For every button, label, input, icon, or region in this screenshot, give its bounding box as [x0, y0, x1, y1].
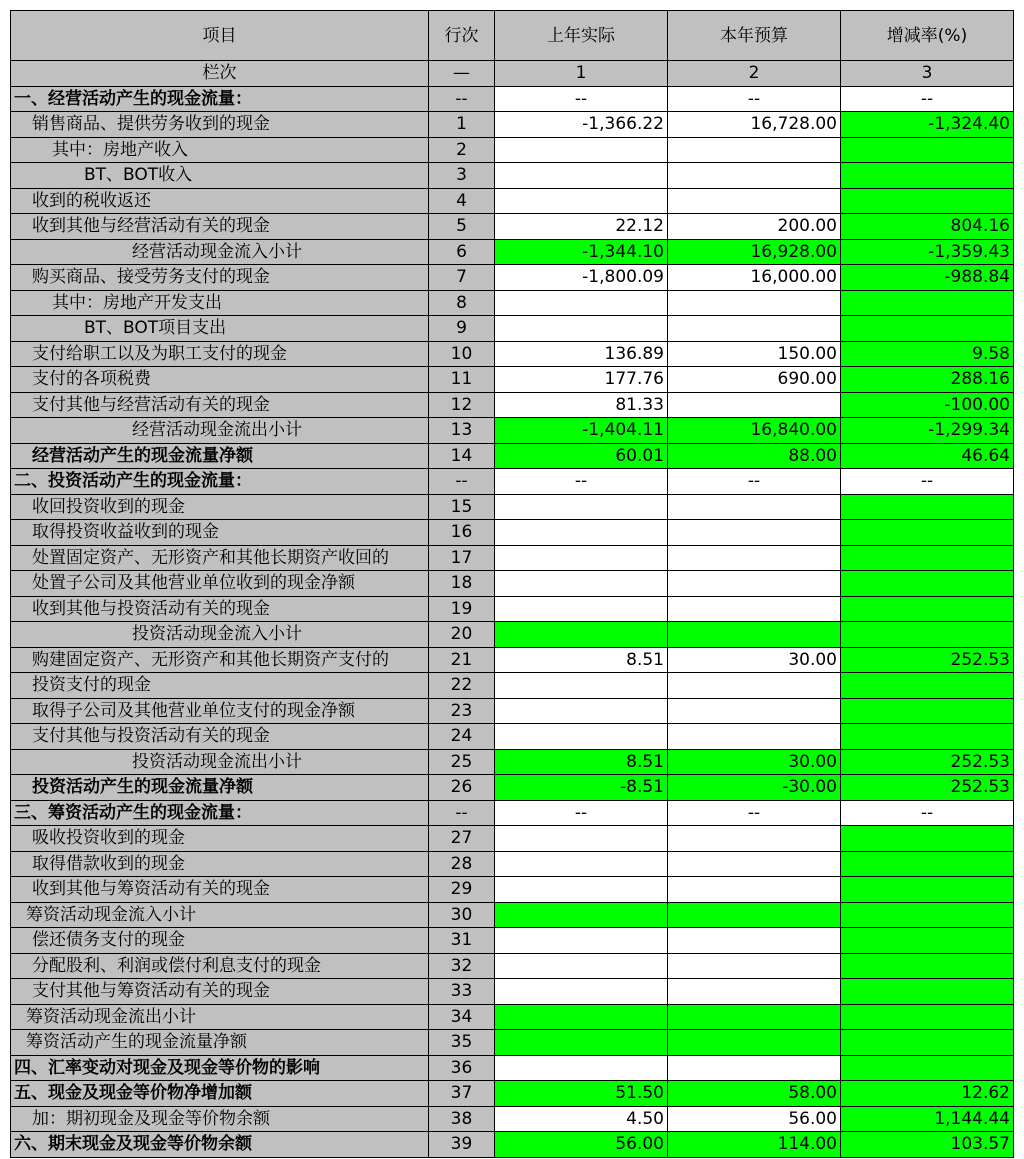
table-row	[11, 1132, 1014, 1158]
cell-current-budget[interactable]: 114.00	[668, 1132, 841, 1158]
row-item-label: 加：期初现金及现金等价物余额	[11, 1106, 429, 1132]
cell-current-budget[interactable]	[668, 1004, 841, 1030]
row-item-label: 五、现金及现金等价物净增加额	[11, 1081, 429, 1107]
row-line-number: 15	[429, 494, 495, 520]
table-row	[11, 341, 1014, 367]
cell-change-rate[interactable]: 804.16	[841, 214, 1014, 240]
table-row	[11, 596, 1014, 622]
row-item-label: 一、经营活动产生的现金流量：	[11, 86, 429, 112]
cell-current-budget[interactable]	[668, 953, 841, 979]
cell-change-rate[interactable]	[841, 494, 1014, 520]
cell-current-budget[interactable]	[668, 290, 841, 316]
row-item-label: 支付的各项税费	[11, 367, 429, 393]
table-row	[11, 469, 1014, 495]
cell-prev-year-actual[interactable]	[495, 545, 668, 571]
table-row	[11, 902, 1014, 928]
row-line-number: 9	[429, 316, 495, 342]
cell-current-budget[interactable]	[668, 520, 841, 546]
row-item-label: 投资活动产生的现金流量净额	[11, 775, 429, 801]
table-row	[11, 392, 1014, 418]
cell-change-rate[interactable]: 252.53	[841, 775, 1014, 801]
row-line-number: 29	[429, 877, 495, 903]
column-number-1: 1	[495, 61, 668, 87]
cell-prev-year-actual[interactable]: 56.00	[495, 1132, 668, 1158]
row-line-number: 32	[429, 953, 495, 979]
row-line-number: 22	[429, 673, 495, 699]
cell-change-rate[interactable]	[841, 520, 1014, 546]
cell-current-budget[interactable]	[668, 188, 841, 214]
row-item-label: 投资活动现金流出小计	[11, 749, 429, 775]
row-item-label: 分配股利、利润或偿付利息支付的现金	[11, 953, 429, 979]
row-line-number: 2	[429, 137, 495, 163]
table-row	[11, 851, 1014, 877]
row-line-number: 23	[429, 698, 495, 724]
cell-current-budget[interactable]	[668, 1055, 841, 1081]
cell-prev-year-actual[interactable]	[495, 928, 668, 954]
table-row	[11, 494, 1014, 520]
row-line-number: 38	[429, 1106, 495, 1132]
row-item-label: 取得投资收益收到的现金	[11, 520, 429, 546]
cell-change-rate[interactable]	[841, 1004, 1014, 1030]
cell-current-budget[interactable]: 16,000.00	[668, 265, 841, 291]
row-line-number: 20	[429, 622, 495, 648]
table-row	[11, 571, 1014, 597]
cell-prev-year-actual[interactable]	[495, 877, 668, 903]
cell-current-budget[interactable]	[668, 494, 841, 520]
cell-current-budget[interactable]: 56.00	[668, 1106, 841, 1132]
cell-change-rate[interactable]	[841, 979, 1014, 1005]
cell-prev-year-actual[interactable]: 60.01	[495, 443, 668, 469]
cell-prev-year-actual[interactable]	[495, 571, 668, 597]
row-item-label: 二、投资活动产生的现金流量：	[11, 469, 429, 495]
row-item-label: 收到的税收返还	[11, 188, 429, 214]
row-item-label: 六、期末现金及现金等价物余额	[11, 1132, 429, 1158]
table-row	[11, 928, 1014, 954]
cell-prev-year-actual[interactable]	[495, 698, 668, 724]
row-line-number: 26	[429, 775, 495, 801]
row-item-label: 偿还债务支付的现金	[11, 928, 429, 954]
row-item-label: 支付其他与经营活动有关的现金	[11, 392, 429, 418]
header-current-budget: 本年预算	[668, 11, 841, 61]
row-line-number: 35	[429, 1030, 495, 1056]
cell-change-rate[interactable]	[841, 622, 1014, 648]
row-item-label: 三、筹资活动产生的现金流量：	[11, 800, 429, 826]
row-line-number: 24	[429, 724, 495, 750]
cell-current-budget[interactable]	[668, 596, 841, 622]
cell-change-rate[interactable]: -100.00	[841, 392, 1014, 418]
row-item-label: 支付其他与筹资活动有关的现金	[11, 979, 429, 1005]
cell-prev-year-actual[interactable]: 8.51	[495, 749, 668, 775]
table-row	[11, 1055, 1014, 1081]
column-number-row	[11, 61, 1014, 87]
cell-change-rate[interactable]	[841, 851, 1014, 877]
row-item-label: 购建固定资产、无形资产和其他长期资产支付的	[11, 647, 429, 673]
row-line-number: 3	[429, 163, 495, 189]
row-line-number: 8	[429, 290, 495, 316]
cell-change-rate[interactable]	[841, 137, 1014, 163]
cell-current-budget[interactable]	[668, 163, 841, 189]
cell-prev-year-actual[interactable]: 177.76	[495, 367, 668, 393]
cell-prev-year-actual[interactable]: -1,404.11	[495, 418, 668, 444]
cell-current-budget[interactable]	[668, 928, 841, 954]
row-item-label: 收到其他与筹资活动有关的现金	[11, 877, 429, 903]
table-row	[11, 800, 1014, 826]
table-row	[11, 520, 1014, 546]
row-line-number: --	[429, 469, 495, 495]
row-line-number: 6	[429, 239, 495, 265]
cell-prev-year-actual[interactable]: -1,344.10	[495, 239, 668, 265]
row-item-label: 其中：房地产收入	[11, 137, 429, 163]
row-item-label: 处置固定资产、无形资产和其他长期资产收回的	[11, 545, 429, 571]
cell-current-budget[interactable]	[668, 673, 841, 699]
row-item-label: 处置子公司及其他营业单位收到的现金净额	[11, 571, 429, 597]
row-item-label: BT、BOT收入	[11, 163, 429, 189]
table-row	[11, 316, 1014, 342]
cell-current-budget[interactable]: -30.00	[668, 775, 841, 801]
row-item-label: 筹资活动产生的现金流量净额	[11, 1030, 429, 1056]
row-line-number: 4	[429, 188, 495, 214]
cell-current-budget[interactable]: 150.00	[668, 341, 841, 367]
row-line-number: 36	[429, 1055, 495, 1081]
row-line-number: 12	[429, 392, 495, 418]
table-row	[11, 86, 1014, 112]
table-row	[11, 265, 1014, 291]
cell-change-rate[interactable]	[841, 902, 1014, 928]
row-line-number: 28	[429, 851, 495, 877]
row-item-label: 收到其他与经营活动有关的现金	[11, 214, 429, 240]
cell-prev-year-actual[interactable]	[495, 290, 668, 316]
cell-change-rate[interactable]	[841, 698, 1014, 724]
cell-prev-year-actual[interactable]: -1,366.22	[495, 112, 668, 138]
cell-change-rate[interactable]	[841, 1055, 1014, 1081]
cell-change-rate[interactable]: 1,144.44	[841, 1106, 1014, 1132]
row-line-number: 30	[429, 902, 495, 928]
cell-change-rate[interactable]	[841, 316, 1014, 342]
row-item-label: 其中：房地产开发支出	[11, 290, 429, 316]
table-row	[11, 239, 1014, 265]
cell-prev-year-actual[interactable]	[495, 494, 668, 520]
cell-change-rate[interactable]: --	[841, 469, 1014, 495]
cell-prev-year-actual[interactable]	[495, 1055, 668, 1081]
cell-current-budget[interactable]: 16,840.00	[668, 418, 841, 444]
cell-prev-year-actual[interactable]: -8.51	[495, 775, 668, 801]
row-item-label: 经营活动现金流出小计	[11, 418, 429, 444]
cell-prev-year-actual[interactable]	[495, 316, 668, 342]
row-item-label: 取得子公司及其他营业单位支付的现金净额	[11, 698, 429, 724]
header-line-no: 行次	[429, 11, 495, 61]
cell-change-rate[interactable]	[841, 290, 1014, 316]
cell-change-rate[interactable]	[841, 596, 1014, 622]
row-line-number: 34	[429, 1004, 495, 1030]
cell-prev-year-actual[interactable]	[495, 826, 668, 852]
cell-change-rate[interactable]	[841, 571, 1014, 597]
table-row	[11, 673, 1014, 699]
row-item-label: 支付其他与投资活动有关的现金	[11, 724, 429, 750]
row-item-label: 吸收投资收到的现金	[11, 826, 429, 852]
table-row	[11, 622, 1014, 648]
column-number-label: 栏次	[11, 61, 429, 87]
cell-prev-year-actual[interactable]: 22.12	[495, 214, 668, 240]
cell-current-budget[interactable]: 16,928.00	[668, 239, 841, 265]
cell-change-rate[interactable]	[841, 545, 1014, 571]
row-line-number: 16	[429, 520, 495, 546]
cell-current-budget[interactable]	[668, 851, 841, 877]
cell-current-budget[interactable]	[668, 826, 841, 852]
table-row	[11, 163, 1014, 189]
table-row	[11, 775, 1014, 801]
table-row	[11, 545, 1014, 571]
row-line-number: 17	[429, 545, 495, 571]
table-row	[11, 698, 1014, 724]
cell-prev-year-actual[interactable]: 136.89	[495, 341, 668, 367]
header-change-rate: 增减率(%)	[841, 11, 1014, 61]
table-row	[11, 418, 1014, 444]
cell-change-rate[interactable]	[841, 877, 1014, 903]
row-item-label: 筹资活动现金流入小计	[11, 902, 429, 928]
cell-prev-year-actual[interactable]: --	[495, 86, 668, 112]
row-line-number: 10	[429, 341, 495, 367]
row-line-number: 14	[429, 443, 495, 469]
cell-change-rate[interactable]	[841, 724, 1014, 750]
cell-current-budget[interactable]: --	[668, 86, 841, 112]
column-number-line: —	[429, 61, 495, 87]
cell-current-budget[interactable]	[668, 877, 841, 903]
row-line-number: --	[429, 800, 495, 826]
table-row	[11, 367, 1014, 393]
column-number-3: 3	[841, 61, 1014, 87]
row-line-number: 33	[429, 979, 495, 1005]
cell-prev-year-actual[interactable]	[495, 520, 668, 546]
cash-flow-budget-table	[10, 10, 1014, 1158]
cell-change-rate[interactable]: -1,359.43	[841, 239, 1014, 265]
cell-prev-year-actual[interactable]	[495, 1004, 668, 1030]
cell-current-budget[interactable]	[668, 545, 841, 571]
table-row	[11, 826, 1014, 852]
cell-change-rate[interactable]: 103.57	[841, 1132, 1014, 1158]
cell-change-rate[interactable]: --	[841, 86, 1014, 112]
header-row	[11, 11, 1014, 61]
cell-prev-year-actual[interactable]	[495, 163, 668, 189]
cell-prev-year-actual[interactable]	[495, 979, 668, 1005]
row-line-number: 21	[429, 647, 495, 673]
cell-prev-year-actual[interactable]: 8.51	[495, 647, 668, 673]
table-row	[11, 1030, 1014, 1056]
row-item-label: 经营活动现金流入小计	[11, 239, 429, 265]
cell-current-budget[interactable]	[668, 698, 841, 724]
row-item-label: 收到其他与投资活动有关的现金	[11, 596, 429, 622]
cell-current-budget[interactable]	[668, 571, 841, 597]
row-item-label: 筹资活动现金流出小计	[11, 1004, 429, 1030]
cell-prev-year-actual[interactable]	[495, 851, 668, 877]
row-line-number: 1	[429, 112, 495, 138]
cell-current-budget[interactable]	[668, 1030, 841, 1056]
cell-current-budget[interactable]	[668, 979, 841, 1005]
cell-prev-year-actual[interactable]	[495, 596, 668, 622]
cell-change-rate[interactable]	[841, 673, 1014, 699]
row-line-number: 39	[429, 1132, 495, 1158]
cell-current-budget[interactable]: 690.00	[668, 367, 841, 393]
row-line-number: 18	[429, 571, 495, 597]
row-item-label: 收回投资收到的现金	[11, 494, 429, 520]
cell-prev-year-actual[interactable]: -1,800.09	[495, 265, 668, 291]
cell-prev-year-actual[interactable]: 4.50	[495, 1106, 668, 1132]
row-item-label: 经营活动产生的现金流量净额	[11, 443, 429, 469]
table-row	[11, 1106, 1014, 1132]
cell-current-budget[interactable]: --	[668, 469, 841, 495]
table-row	[11, 1004, 1014, 1030]
row-item-label: 购买商品、接受劳务支付的现金	[11, 265, 429, 291]
row-line-number: 19	[429, 596, 495, 622]
cell-change-rate[interactable]	[841, 928, 1014, 954]
cell-change-rate[interactable]: 288.16	[841, 367, 1014, 393]
cell-change-rate[interactable]	[841, 188, 1014, 214]
cell-current-budget[interactable]: 30.00	[668, 749, 841, 775]
table-row	[11, 724, 1014, 750]
cell-current-budget[interactable]: 30.00	[668, 647, 841, 673]
table-row	[11, 979, 1014, 1005]
cell-current-budget[interactable]: 88.00	[668, 443, 841, 469]
cell-change-rate[interactable]: --	[841, 800, 1014, 826]
header-prev-year-actual: 上年实际	[495, 11, 668, 61]
cell-prev-year-actual[interactable]	[495, 1030, 668, 1056]
table-row	[11, 749, 1014, 775]
table-row	[11, 1081, 1014, 1107]
table-row	[11, 214, 1014, 240]
row-item-label: 取得借款收到的现金	[11, 851, 429, 877]
table-row	[11, 290, 1014, 316]
cell-current-budget[interactable]: --	[668, 800, 841, 826]
cell-change-rate[interactable]: 9.58	[841, 341, 1014, 367]
cell-current-budget[interactable]: 58.00	[668, 1081, 841, 1107]
cell-current-budget[interactable]	[668, 137, 841, 163]
row-line-number: --	[429, 86, 495, 112]
cell-prev-year-actual[interactable]: --	[495, 800, 668, 826]
cell-change-rate[interactable]: -1,324.40	[841, 112, 1014, 138]
row-item-label: 支付给职工以及为职工支付的现金	[11, 341, 429, 367]
column-number-2: 2	[668, 61, 841, 87]
cell-prev-year-actual[interactable]	[495, 622, 668, 648]
cell-change-rate[interactable]: 46.64	[841, 443, 1014, 469]
cell-prev-year-actual[interactable]: 81.33	[495, 392, 668, 418]
cell-prev-year-actual[interactable]	[495, 902, 668, 928]
cell-current-budget[interactable]	[668, 724, 841, 750]
cell-change-rate[interactable]: 12.62	[841, 1081, 1014, 1107]
row-line-number: 25	[429, 749, 495, 775]
row-line-number: 13	[429, 418, 495, 444]
cell-current-budget[interactable]	[668, 316, 841, 342]
cell-change-rate[interactable]: -988.84	[841, 265, 1014, 291]
cell-change-rate[interactable]	[841, 1030, 1014, 1056]
cell-current-budget[interactable]	[668, 392, 841, 418]
row-line-number: 31	[429, 928, 495, 954]
row-line-number: 27	[429, 826, 495, 852]
table-row	[11, 647, 1014, 673]
row-line-number: 11	[429, 367, 495, 393]
row-line-number: 7	[429, 265, 495, 291]
cell-prev-year-actual[interactable]: 51.50	[495, 1081, 668, 1107]
cell-prev-year-actual[interactable]	[495, 673, 668, 699]
cell-prev-year-actual[interactable]: --	[495, 469, 668, 495]
cell-current-budget[interactable]: 200.00	[668, 214, 841, 240]
cell-change-rate[interactable]	[841, 953, 1014, 979]
cell-change-rate[interactable]: 252.53	[841, 749, 1014, 775]
cell-prev-year-actual[interactable]	[495, 953, 668, 979]
cell-change-rate[interactable]: 252.53	[841, 647, 1014, 673]
cell-change-rate[interactable]	[841, 163, 1014, 189]
row-item-label: BT、BOT项目支出	[11, 316, 429, 342]
row-item-label: 投资活动现金流入小计	[11, 622, 429, 648]
cell-current-budget[interactable]: 16,728.00	[668, 112, 841, 138]
table-row	[11, 953, 1014, 979]
cell-prev-year-actual[interactable]	[495, 137, 668, 163]
row-line-number: 37	[429, 1081, 495, 1107]
cell-change-rate[interactable]	[841, 826, 1014, 852]
table-row	[11, 877, 1014, 903]
cell-current-budget[interactable]	[668, 902, 841, 928]
row-item-label: 销售商品、提供劳务收到的现金	[11, 112, 429, 138]
table-row	[11, 188, 1014, 214]
table-row	[11, 112, 1014, 138]
cell-current-budget[interactable]	[668, 622, 841, 648]
row-line-number: 5	[429, 214, 495, 240]
table-row	[11, 137, 1014, 163]
table-row	[11, 443, 1014, 469]
cell-change-rate[interactable]: -1,299.34	[841, 418, 1014, 444]
row-item-label: 四、汇率变动对现金及现金等价物的影响	[11, 1055, 429, 1081]
cell-prev-year-actual[interactable]	[495, 188, 668, 214]
header-item: 项目	[11, 11, 429, 61]
cell-prev-year-actual[interactable]	[495, 724, 668, 750]
row-item-label: 投资支付的现金	[11, 673, 429, 699]
